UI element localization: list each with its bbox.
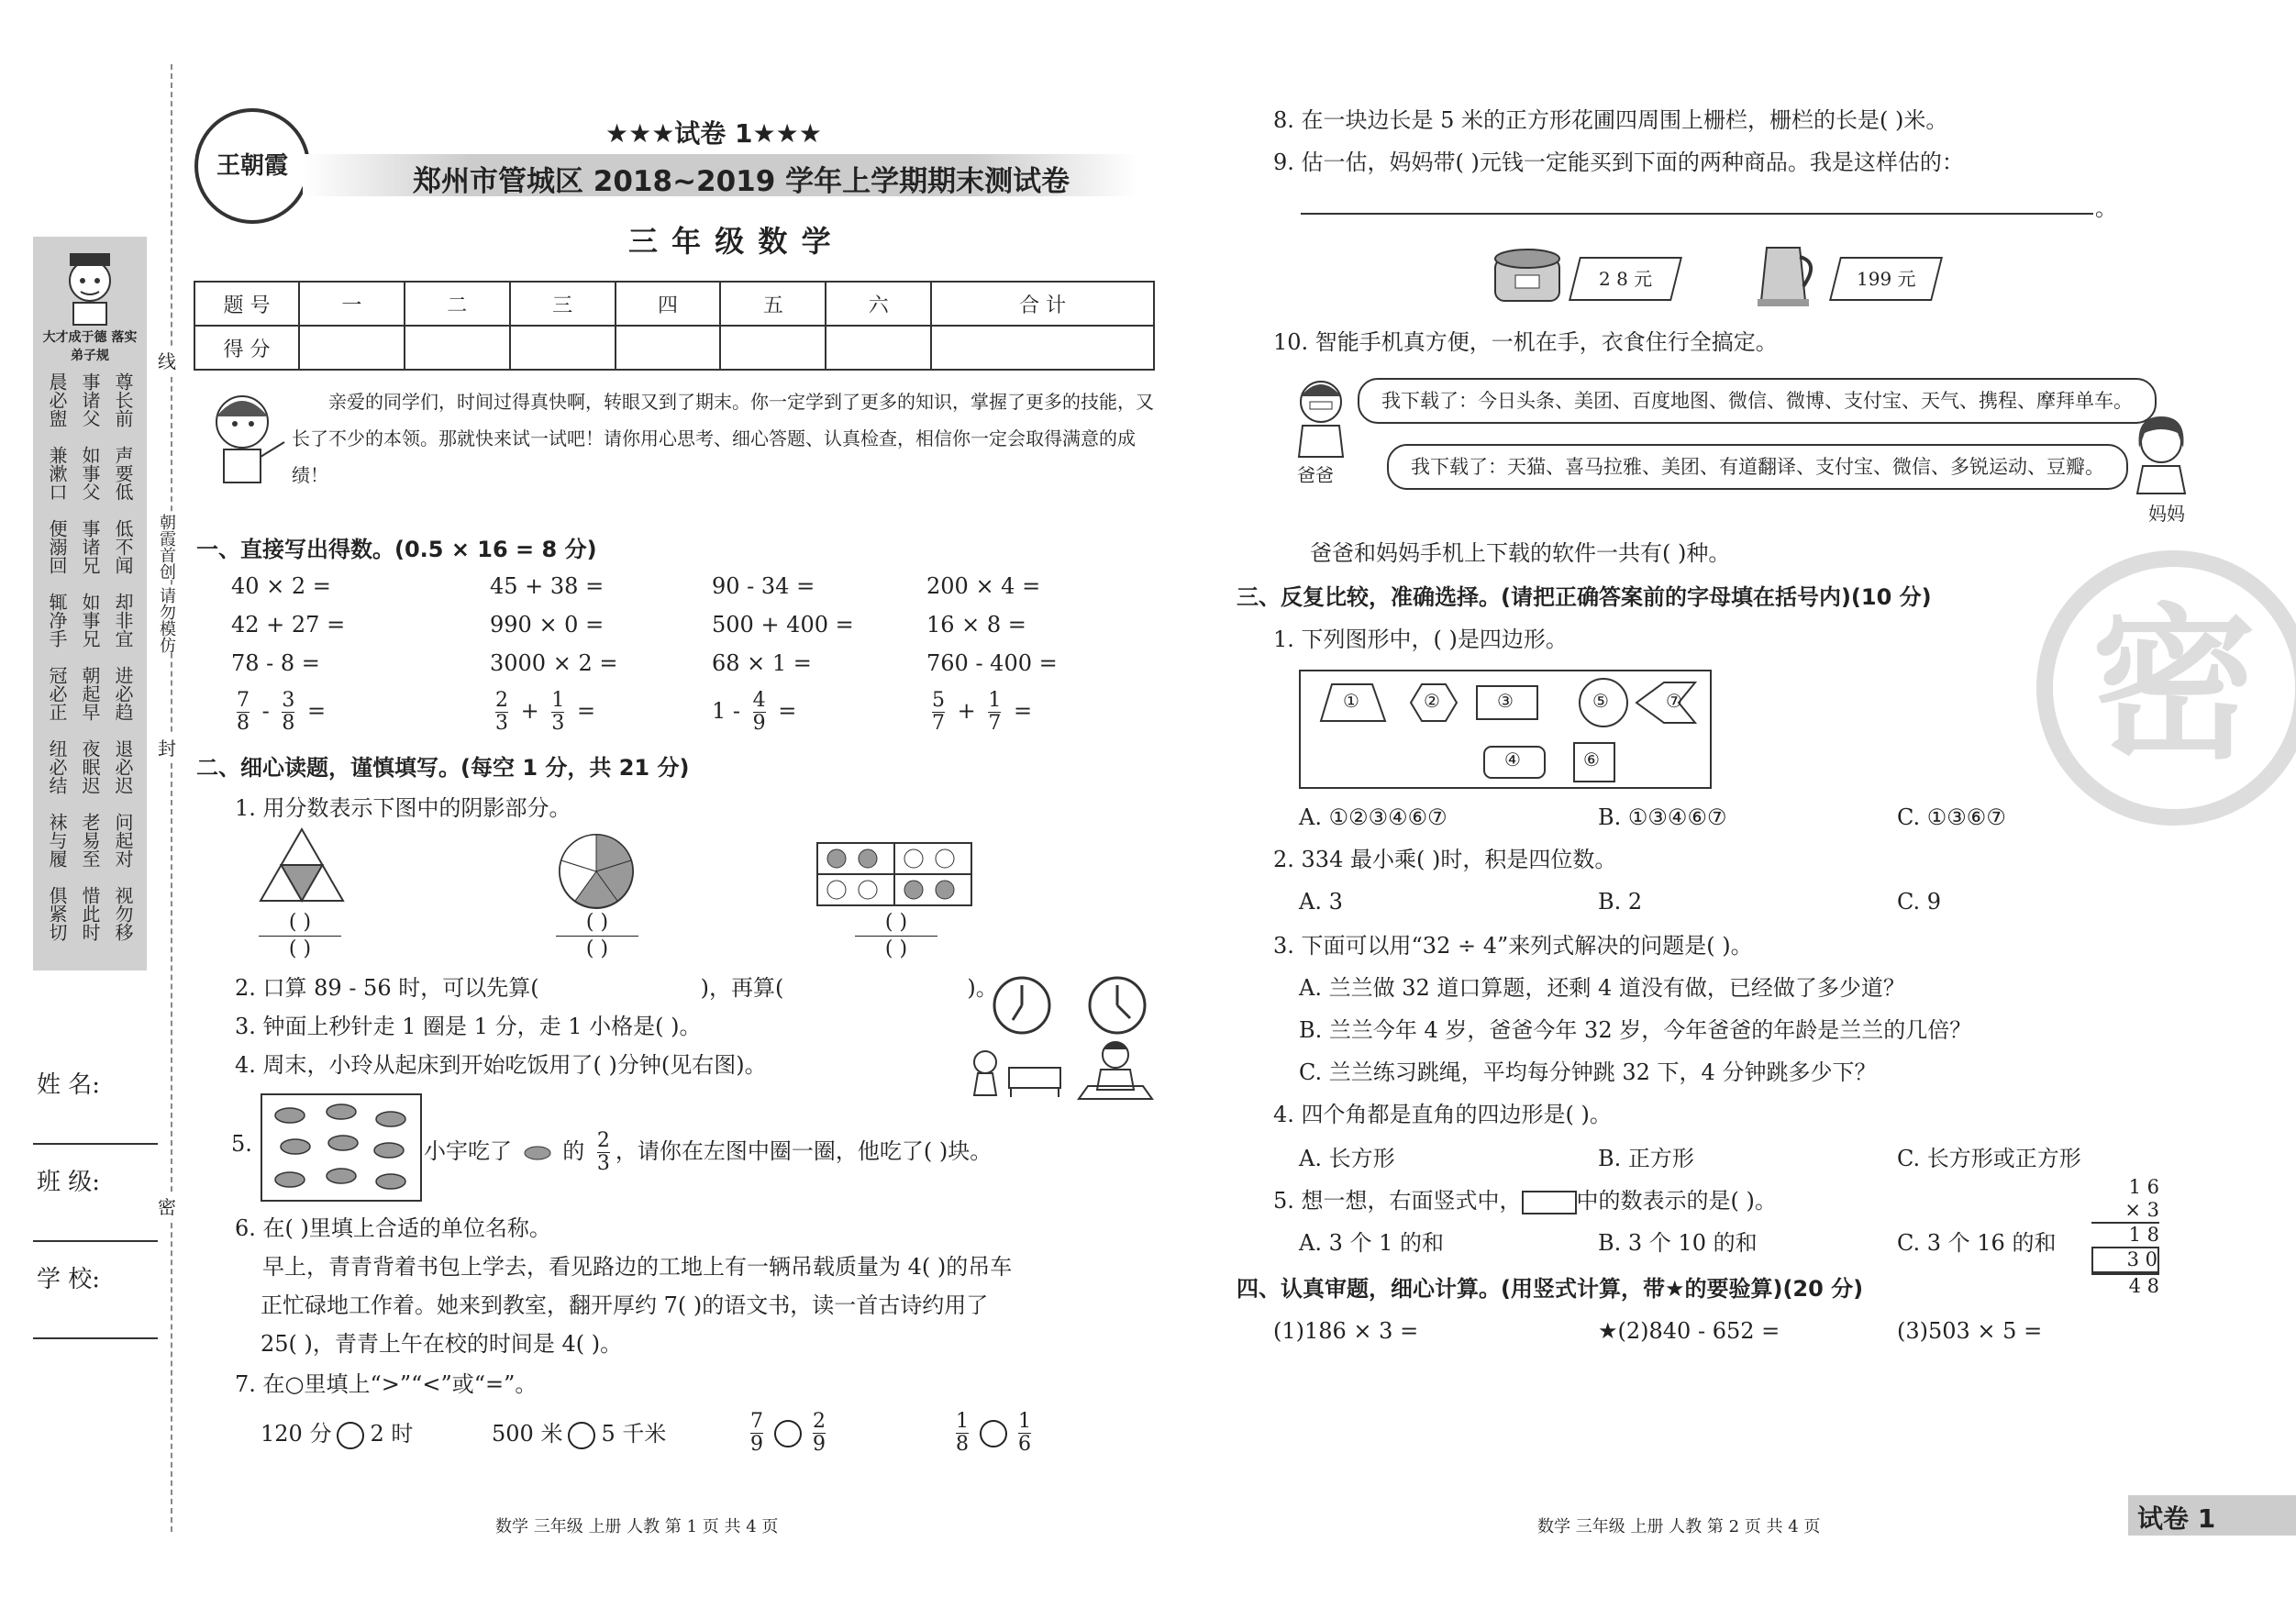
fraction: $\frac{3}{8}$ <box>282 689 295 735</box>
compare-circle[interactable] <box>568 1422 595 1449</box>
estimate-end: 。 <box>2095 195 2117 221</box>
q3-5-option-b[interactable]: B. 3 个 10 的和 <box>1598 1230 1758 1256</box>
fraction: $\frac{1}{6}$ <box>1018 1410 1031 1456</box>
arithmetic-problem[interactable]: 40 × 2 = <box>231 573 331 599</box>
vertical-note-1: 朝霞首创 <box>157 514 176 580</box>
q2-10: 10. 智能手机真方便，一机在手，衣食住行全搞定。 <box>1273 329 1778 355</box>
shape-label: ⑥ <box>1583 749 1600 771</box>
mom-speech-bubble: 我下载了：天猫、喜马拉雅、美团、有道翻译、支付宝、微信、多锐运动、豆瓣。 <box>1387 444 2128 490</box>
motto-column: 尊长前 <box>112 372 134 427</box>
motto-column: 如事父 <box>79 446 101 501</box>
dad-label: 爸爸 <box>1297 464 1334 486</box>
section2-title: 二、细心读题，谨慎填写。(每空 1 分，共 21 分) <box>196 755 690 781</box>
score-header: 六 <box>826 282 931 326</box>
arithmetic-problem[interactable]: 3000 × 2 = <box>490 650 618 676</box>
calc-2[interactable]: ★(2)840 - 652 = <box>1598 1318 1780 1344</box>
shape-label: ③ <box>1497 690 1514 712</box>
arithmetic-problem[interactable]: 16 × 8 = <box>926 612 1026 638</box>
q2-7: 7. 在○里填上“>”“<”或“=”。 <box>235 1371 538 1397</box>
arithmetic-problem[interactable]: 760 - 400 = <box>926 650 1058 676</box>
score-header: 合 计 <box>931 282 1154 326</box>
motto-column: 却非宜 <box>112 593 134 648</box>
q2-2[interactable]: 2. 口算 89 - 56 时，可以先算( )，再算( )。 <box>235 975 998 1001</box>
score-header: 题 号 <box>194 282 299 326</box>
q2-3[interactable]: 3. 钟面上秒针走 1 圈是 1 分，走 1 小格是( )。 <box>235 1014 702 1039</box>
motto-sidebar <box>33 237 147 970</box>
score-row-label: 得 分 <box>194 326 299 370</box>
shaded-circle-figure <box>558 833 635 910</box>
frac-problem-3[interactable]: 1 - $\frac{4}{9}$ = <box>712 689 797 735</box>
motto-column: 辄净手 <box>46 593 68 648</box>
name-label: 姓 名: <box>37 1071 101 1099</box>
motto-column: 退必迟 <box>112 739 134 794</box>
q2-6: 6. 在( )里填上合适的单位名称。 <box>235 1215 551 1241</box>
motto-column: 问起对 <box>112 813 134 868</box>
price-tag-cooker: 2 8 元 <box>1569 257 1682 301</box>
q3-2-option-a[interactable]: A. 3 <box>1299 889 1343 915</box>
q2-5-text[interactable]: 小宇吃了 的 $\frac{2}{3}$ ，请你在左图中圈一圈，他吃了( )块。 <box>424 1129 993 1175</box>
compare-3[interactable] <box>745 1411 831 1456</box>
score-header: 二 <box>405 282 510 326</box>
motto-column: 惜此时 <box>79 886 101 941</box>
score-cell[interactable] <box>616 326 721 370</box>
brand-logo: 王朝霞 <box>194 108 310 224</box>
shape-set-box <box>1299 670 1712 789</box>
school-label: 学 校: <box>37 1266 101 1293</box>
score-cell[interactable] <box>931 326 1154 370</box>
shaded-circles-grid-figure <box>816 842 972 906</box>
motto-column: 夜眠迟 <box>79 739 101 794</box>
girl-eating-illustration-icon <box>1075 1038 1156 1103</box>
fraction: $\frac{2}{9}$ <box>813 1410 826 1456</box>
score-cell[interactable] <box>720 326 826 370</box>
compare-2[interactable]: 500 米 5 千米 <box>492 1420 666 1449</box>
calc-1[interactable]: (1)186 × 3 = <box>1273 1318 1419 1344</box>
q3-3[interactable]: 3. 下面可以用“32 ÷ 4”来列式解决的问题是( )。 <box>1273 933 1753 959</box>
q3-3-option-c[interactable]: C. 兰兰练习跳绳，平均每分钟跳 32 下，4 分钟跳多少下？ <box>1299 1059 1877 1085</box>
score-cell[interactable] <box>299 326 405 370</box>
score-header: 三 <box>510 282 616 326</box>
section3-title: 三、反复比较，准确选择。(请把正确答案前的字母填在括号内)(10 分) <box>1237 584 1932 610</box>
q2-6-line2[interactable]: 正忙碌地工作着。她来到教室，翻开厚约 7( )的语文书，读一首古诗约用了 <box>261 1292 989 1318</box>
q2-4[interactable]: 4. 周末，小玲从起床到开始吃饭用了( )分钟(见右图)。 <box>235 1052 767 1078</box>
class-line[interactable] <box>33 1240 158 1242</box>
q3-2[interactable]: 2. 334 最小乘( )时，积是四位数。 <box>1273 847 1617 872</box>
q3-1-option-c[interactable]: C. ①③⑥⑦ <box>1897 804 2006 830</box>
motto-column: 老易至 <box>79 813 101 868</box>
calc-3[interactable]: (3)503 × 5 = <box>1897 1318 2043 1344</box>
shape-label: ① <box>1343 690 1359 712</box>
name-line[interactable] <box>33 1143 158 1145</box>
compare-circle[interactable] <box>980 1420 1007 1447</box>
motto-column: 纽必结 <box>46 739 68 794</box>
q3-4-option-a[interactable]: A. 长方形 <box>1299 1146 1395 1171</box>
q3-2-option-c[interactable]: C. 9 <box>1897 889 1942 915</box>
girl-bed-illustration-icon <box>963 1048 1064 1099</box>
seal-mark-secret: 密 <box>158 1192 176 1219</box>
motto-column: 事诸父 <box>79 372 101 427</box>
fraction: $\frac{1}{7}$ <box>988 689 1002 735</box>
motto-column: 便溺回 <box>46 519 68 574</box>
shaded-triangle-figure <box>259 827 345 903</box>
fraction: $\frac{7}{8}$ <box>237 689 250 735</box>
arithmetic-problem[interactable]: 42 + 27 = <box>231 612 346 638</box>
price-tag-kettle: 199 元 <box>1829 257 1943 301</box>
shape-label: ④ <box>1504 749 1521 771</box>
shape-label: ⑤ <box>1592 690 1609 712</box>
arithmetic-problem[interactable]: 990 × 0 = <box>490 612 605 638</box>
candy-icon <box>519 1143 556 1163</box>
rice-cooker-icon <box>1488 238 1567 308</box>
q3-4-option-b[interactable]: B. 正方形 <box>1598 1146 1694 1171</box>
q3-5-option-a[interactable]: A. 3 个 1 的和 <box>1299 1230 1445 1256</box>
intro-text: 亲爱的同学们，时间过得真快啊，转眼又到了期末。你一定学到了更多的知识，掌握了更多的技能，又长了不少的本领。那就快来试一试吧！请你用心思考、细心答题、认真检查，相信你一定会取得满意的成绩！ <box>292 391 1154 486</box>
shape-label: ⑦ <box>1666 690 1682 712</box>
motto-column: 袜与履 <box>46 813 68 868</box>
score-header: 四 <box>616 282 721 326</box>
arithmetic-problem[interactable]: 90 - 34 = <box>712 573 815 599</box>
q2-6-line3[interactable]: 25( )，青青上午在校的时间是 4( )。 <box>261 1331 623 1357</box>
cut-line <box>171 64 172 1532</box>
vertical-note-2: 请勿模仿 <box>157 587 176 653</box>
fraction: $\frac{1}{3}$ <box>551 689 565 735</box>
clock-breakfast-icon <box>1086 974 1148 1037</box>
compare-4[interactable] <box>950 1411 1037 1456</box>
motto-column: 进必趋 <box>112 666 134 721</box>
blank-box-icon <box>1522 1191 1577 1214</box>
fraction: $\frac{1}{8}$ <box>956 1410 969 1456</box>
motto: 大才成于德 落实弟子规 <box>42 330 138 363</box>
score-cell[interactable] <box>510 326 616 370</box>
fraction: $\frac{5}{7}$ <box>932 689 945 735</box>
seal-mark-seal: 封 <box>158 734 176 760</box>
seal-mark-line: 线 <box>158 347 176 373</box>
q3-4[interactable]: 4. 四个角都是直角的四边形是( )。 <box>1273 1102 1612 1127</box>
arithmetic-problem[interactable]: 68 × 1 = <box>712 650 812 676</box>
mom-label: 妈妈 <box>2148 503 2185 525</box>
q2-6-line1[interactable]: 早上，青青背着书包上学去，看见路边的工地上有一辆吊载质量为 4( )的吊车 <box>262 1254 1013 1280</box>
motto-column: 兼漱口 <box>46 446 68 501</box>
score-cell[interactable] <box>826 326 931 370</box>
motto-column: 声要低 <box>112 446 134 501</box>
answer-fraction-1[interactable]: ( ) ( ) <box>259 912 341 960</box>
motto-column: 低不闻 <box>112 519 134 574</box>
scholar-illustration-icon <box>53 246 127 328</box>
q3-1[interactable]: 1. 下列图形中，( )是四边形。 <box>1273 627 1568 652</box>
answer-fraction-2[interactable]: ( ) ( ) <box>556 912 638 960</box>
fraction: $\frac{7}{9}$ <box>750 1410 763 1456</box>
q3-4-option-c[interactable]: C. 长方形或正方形 <box>1897 1146 2081 1171</box>
mom-avatar-icon <box>2126 411 2196 495</box>
arithmetic-problem[interactable]: 78 - 8 = <box>231 650 320 676</box>
section1-title: 一、直接写出得数。(0.5 × 16 = 8 分) <box>196 537 597 562</box>
motto-column: 冠必正 <box>46 666 68 721</box>
compare-1[interactable]: 120 分 2 时 <box>261 1420 413 1449</box>
score-cell[interactable] <box>405 326 510 370</box>
q3-1-option-a[interactable]: A. ①②③④⑥⑦ <box>1299 804 1447 830</box>
frac-problem-1[interactable]: $\frac{7}{8}$ - $\frac{3}{8}$ = <box>237 689 327 735</box>
section4-title: 四、认真审题，细心计算。(用竖式计算，带★的要验算)(20 分) <box>1237 1276 1864 1302</box>
class-label: 班 级: <box>37 1169 101 1196</box>
fraction: $\frac{4}{9}$ <box>752 689 766 735</box>
exam-title: 郑州市管城区 2018~2019 学年上学期期末测试卷 <box>413 165 1070 198</box>
subject-title: 三 年 级 数 学 <box>628 224 833 259</box>
candy-grid[interactable] <box>261 1093 422 1202</box>
dad-speech-bubble: 我下载了：今日头条、美团、百度地图、微信、微博、支付宝、天气、携程、摩拜单车。 <box>1358 378 2157 424</box>
q3-3-option-b[interactable]: B. 兰兰今年 4 岁，爸爸今年 32 岁，今年爸爸的年龄是兰兰的几倍？ <box>1299 1017 1972 1043</box>
arithmetic-problem[interactable]: 500 + 400 = <box>712 612 854 638</box>
motto-column: 俱紧切 <box>46 886 68 941</box>
estimate-line[interactable] <box>1301 213 2093 215</box>
school-line[interactable] <box>33 1337 158 1339</box>
score-header: 一 <box>299 282 405 326</box>
answer-fraction-3[interactable]: ( ) ( ) <box>855 912 937 960</box>
footer-right: 数学 三年级 上册 人教 第 2 页 共 4 页 <box>1537 1517 1821 1536</box>
motto-column: 朝起早 <box>79 666 101 721</box>
footer-left: 数学 三年级 上册 人教 第 1 页 共 4 页 <box>495 1517 779 1536</box>
fraction: $\frac{2}{3}$ <box>495 689 508 735</box>
q2-1: 1. 用分数表示下图中的阴影部分。 <box>235 795 571 821</box>
q2-5-number: 5. <box>231 1131 252 1157</box>
motto-column: 事诸兄 <box>79 519 101 574</box>
frac-problem-2[interactable]: $\frac{2}{3}$ + $\frac{1}{3}$ = <box>495 689 596 735</box>
kettle-icon <box>1752 235 1822 308</box>
q3-3-option-a[interactable]: A. 兰兰做 32 道口算题，还剩 4 道没有做，已经做了多少道？ <box>1299 975 1905 1001</box>
arithmetic-problem[interactable]: 45 + 38 = <box>490 573 605 599</box>
q3-1-option-b[interactable]: B. ①③④⑥⑦ <box>1598 804 1727 830</box>
q2-8[interactable]: 8. 在一块边长是 5 米的正方形花圃四周围上栅栏，栅栏的长是( )米。 <box>1273 107 1948 133</box>
footer-tag: 试卷 1 <box>2137 1503 2216 1534</box>
vertical-calculation: 1 6 × 3 1 8 3 0 4 8 <box>2091 1176 2159 1298</box>
watermark-seal: 密 <box>2036 550 2296 826</box>
q3-2-option-b[interactable]: B. 2 <box>1598 889 1643 915</box>
dad-avatar-icon <box>1290 374 1354 459</box>
score-table <box>194 281 1155 371</box>
student-illustration-icon <box>200 385 288 486</box>
score-header: 五 <box>720 282 826 326</box>
fraction: $\frac{2}{3}$ <box>596 1129 610 1175</box>
motto-column: 如事兄 <box>79 593 101 648</box>
q3-5-option-c[interactable]: C. 3 个 16 的和 <box>1897 1230 2057 1256</box>
clock-wakeup-icon <box>991 974 1053 1037</box>
q2-10-ask[interactable]: 爸爸和妈妈手机上下载的软件一共有( )种。 <box>1310 540 1731 566</box>
shape-label: ② <box>1424 690 1440 712</box>
q2-9[interactable]: 9. 估一估，妈妈带( )元钱一定能买到下面的两种商品。我是这样估的： <box>1273 150 1964 175</box>
motto-column: 晨必盥 <box>46 372 68 427</box>
compare-circle[interactable] <box>774 1420 802 1447</box>
motto-column: 视勿移 <box>112 886 134 941</box>
frac-problem-4[interactable]: $\frac{5}{7}$ + $\frac{1}{7}$ = <box>932 689 1033 735</box>
candy-icons <box>262 1095 420 1200</box>
paper-tag: ★★★试卷 1★★★ <box>605 118 822 149</box>
compare-circle[interactable] <box>337 1422 364 1449</box>
arithmetic-problem[interactable]: 200 × 4 = <box>926 573 1041 599</box>
q3-5[interactable]: 5. 想一想，右面竖式中， 中的数表示的是( )。 <box>1273 1188 1777 1214</box>
